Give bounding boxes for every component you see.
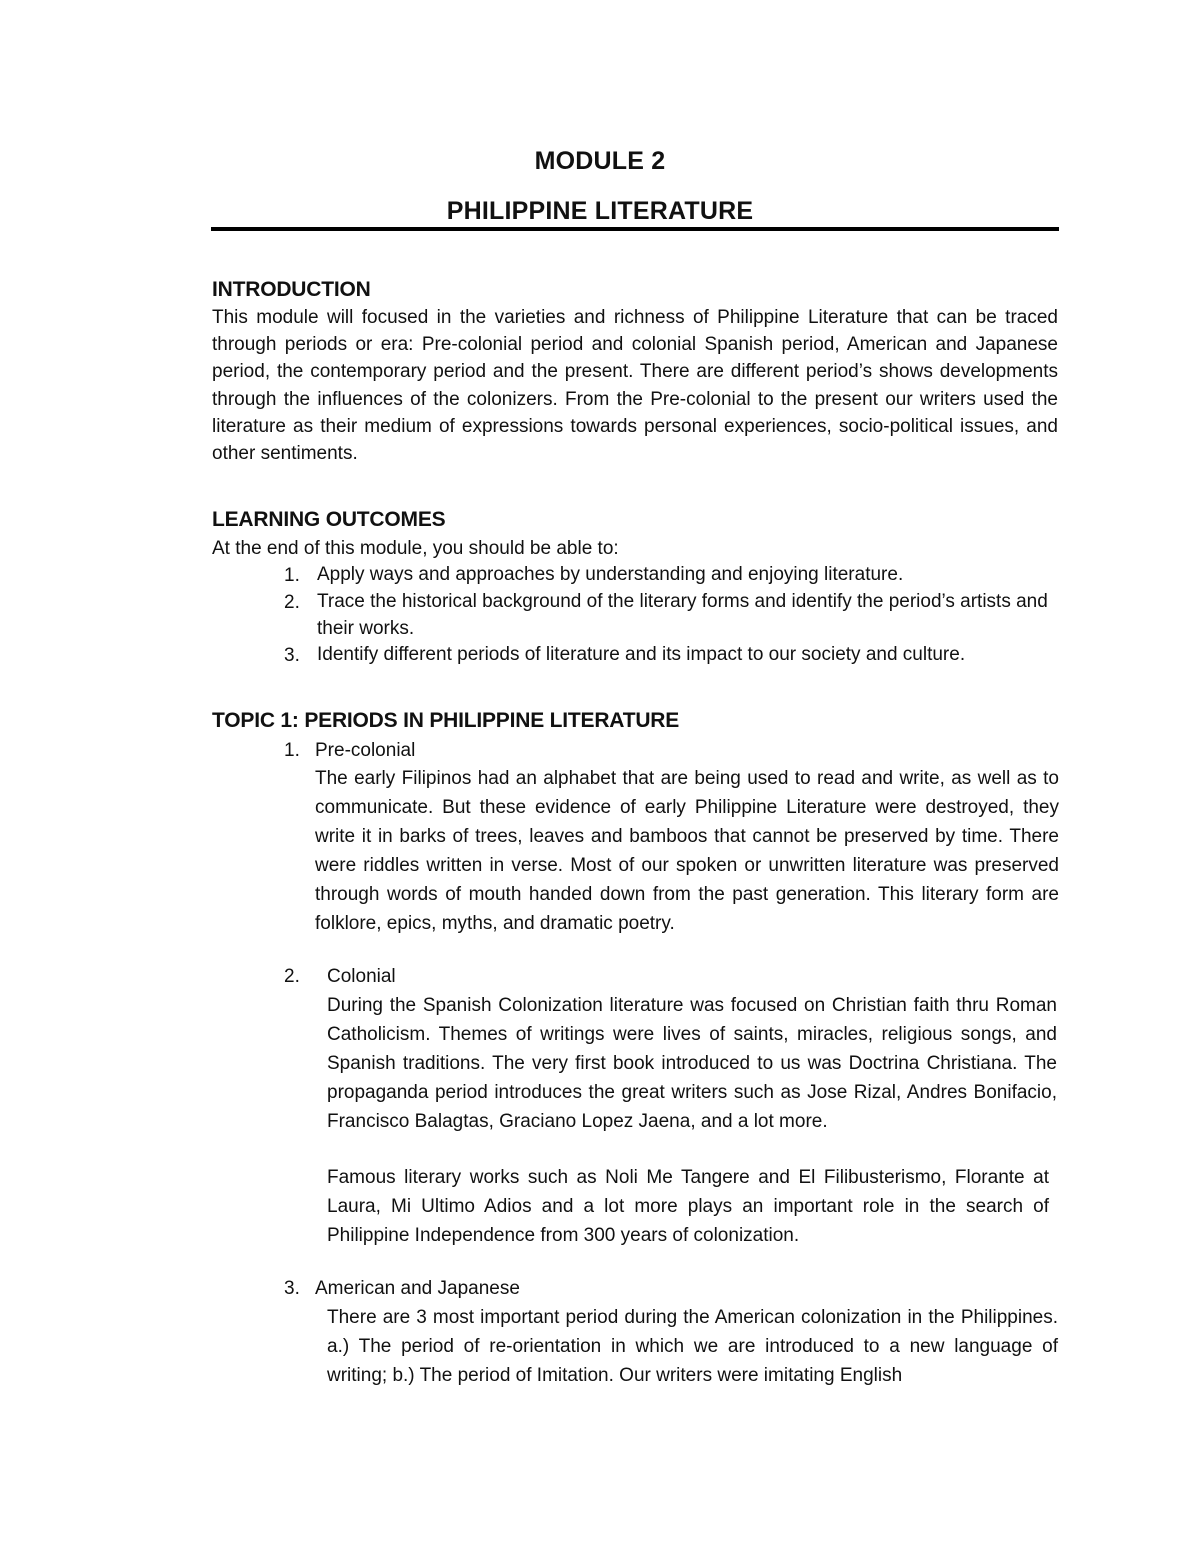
learning-outcomes-intro: At the end of this module, you should be able to:	[212, 538, 619, 559]
period-paragraph: During the Spanish Colonization literature was focused on Christian faith thru Roman Catholicism. Themes of writings were lives of saints, miracles, religious songs, and Spanish traditions. The very first book introduced to us was Doctrina Christiana. The propaganda period introduces the great writers such as Jose Rizal, Andres Bonifacio, Francisco Balagtas, Graciano Lopez Jaena, and a lot more.	[327, 995, 1057, 1132]
period-name: Pre-colonial	[315, 740, 416, 761]
period-paragraph: The early Filipinos had an alphabet that are being used to read and write, as well as to communicate. But these evidence of early Philippine Literature were destroyed, they write it in barks of trees, leaves and bamboos that cannot be preserved by time. There were riddles written in verse. Most of our spoken or unwritten literature was preserved through words of mouth handed down from the past generation. This literary form are folklore, epics, myths, and dramatic poetry.	[315, 768, 1059, 934]
introduction-heading: INTRODUCTION	[212, 278, 371, 301]
outcome-item: Identify different periods of literature and its impact to our society and culture.	[317, 644, 966, 665]
outcome-number: 2.	[284, 592, 300, 613]
period-paragraph: There are 3 most important period during the American colonization in the Philippines. a.) The period of re-orientation in which we are introduced to a new language of writing; b.) The period of Imitation. Our writers were imitating English	[327, 1307, 1058, 1386]
outcome-number: 3.	[284, 645, 300, 666]
learning-outcomes-heading: LEARNING OUTCOMES	[212, 508, 446, 531]
period-number: 1.	[284, 740, 300, 761]
outcome-number: 1.	[284, 565, 300, 586]
period-number: 3.	[284, 1278, 300, 1299]
period-name: Colonial	[327, 966, 396, 987]
module-title: MODULE 2	[534, 147, 666, 175]
outcome-item: Trace the historical background of the literary forms and identify the period’s artists and their works.	[317, 591, 1048, 639]
outcome-item: Apply ways and approaches by understanding and enjoying literature.	[317, 564, 904, 585]
period-paragraph: Famous literary works such as Noli Me Tangere and El Filibusterismo, Florante at Laura, Mi Ultimo Adios and a lot more plays an important role in the search of Philippine Independence from 300 years of colonization.	[327, 1167, 1049, 1246]
period-number: 2.	[284, 966, 300, 987]
period-name: American and Japanese	[315, 1278, 520, 1299]
subject-title: PHILIPPINE LITERATURE	[446, 197, 754, 225]
topic1-heading: TOPIC 1: PERIODS IN PHILIPPINE LITERATURE	[212, 709, 680, 732]
title-underline	[211, 227, 1059, 231]
introduction-body: This module will focused in the varieties and richness of Philippine Literature that can be traced through periods or era: Pre-colonial period and colonial Spanish period, American and Japanese period, the contemporary period and the present. There are different period’s shows developments through the influences of the colonizers. From the Pre-colonial to the present our writers used the literature as their medium of expressions towards personal experiences, socio-political issues, and other sentiments.	[212, 307, 1058, 465]
